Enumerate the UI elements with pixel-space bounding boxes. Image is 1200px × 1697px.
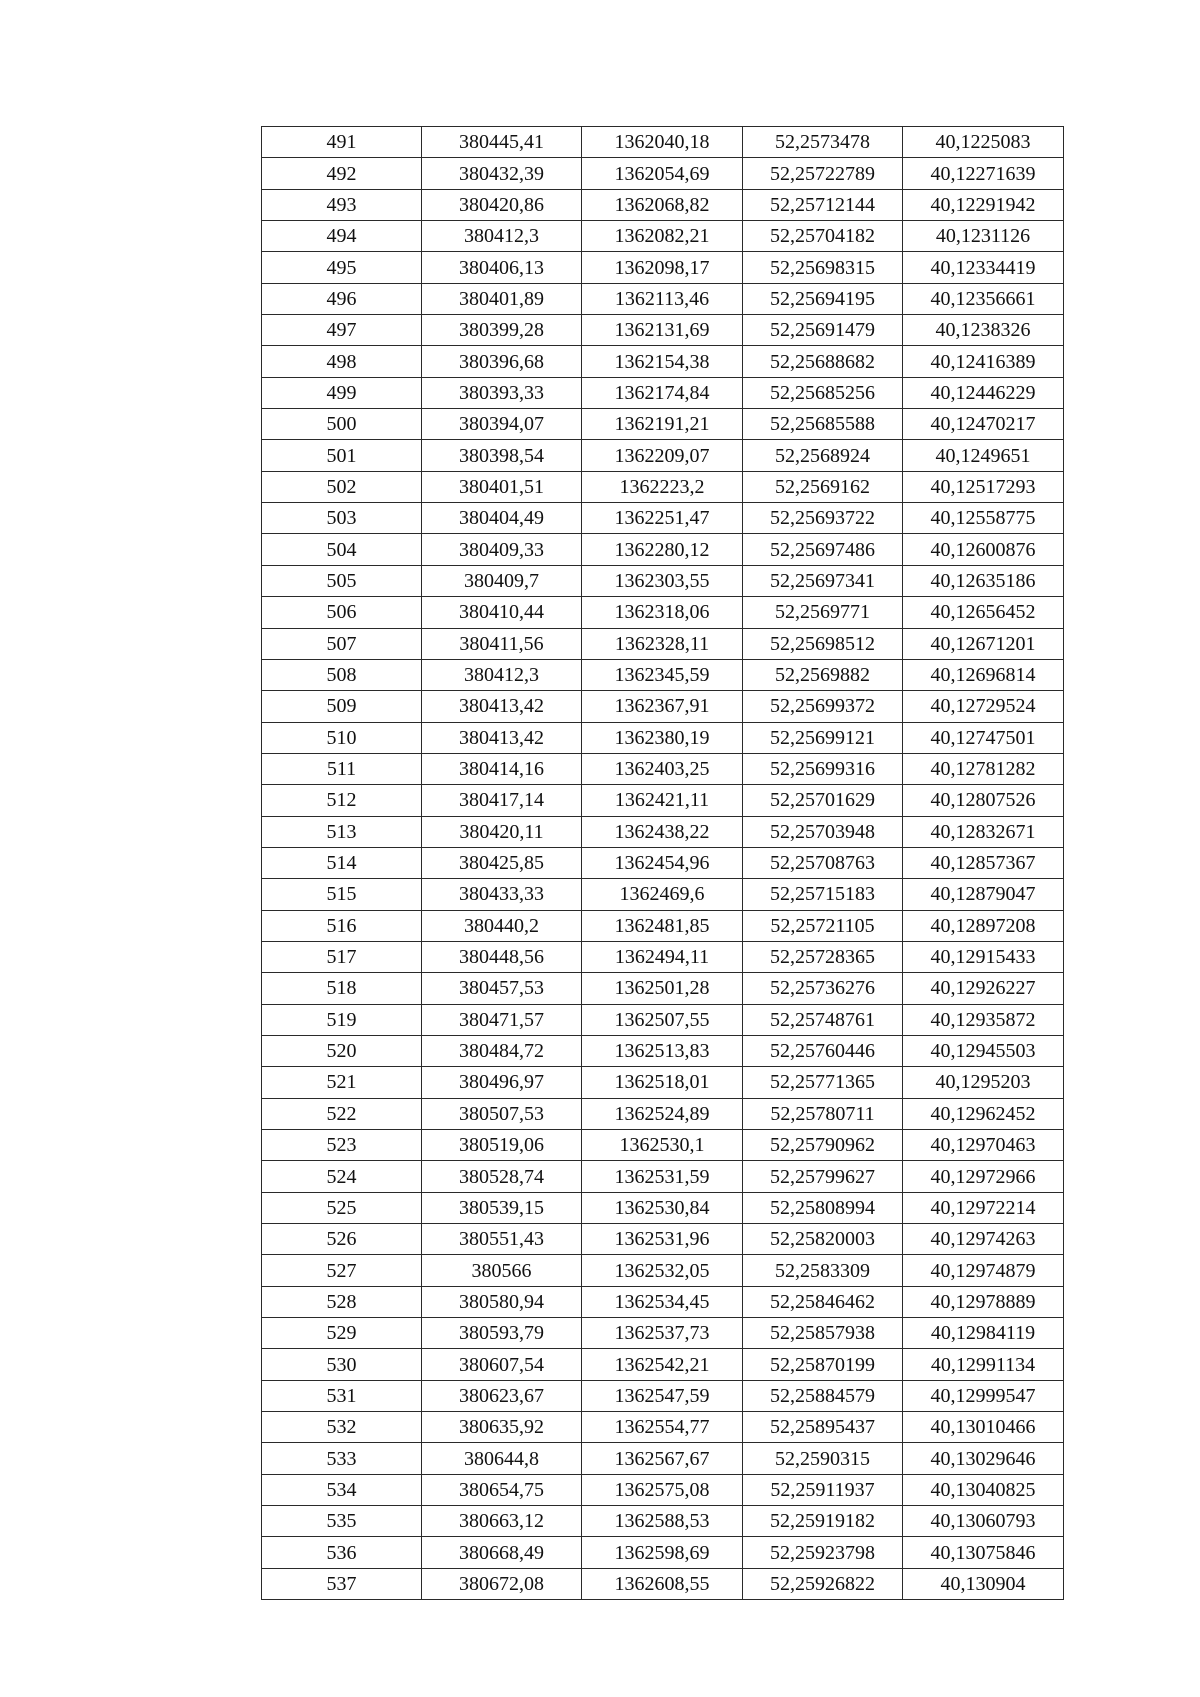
x-coordinate-cell: 380404,49 xyxy=(422,503,582,534)
x-coordinate-cell: 380401,89 xyxy=(422,283,582,314)
y-coordinate-cell: 1362345,59 xyxy=(582,659,743,690)
y-coordinate-cell: 1362507,55 xyxy=(582,1004,743,1035)
y-coordinate-cell: 1362532,05 xyxy=(582,1255,743,1286)
point-number-cell: 492 xyxy=(262,158,422,189)
table-row xyxy=(262,471,1064,502)
longitude-cell: 40,12915433 xyxy=(903,941,1064,972)
table-row xyxy=(262,816,1064,847)
latitude-cell: 52,25698315 xyxy=(743,252,903,283)
table-row xyxy=(262,785,1064,816)
latitude-cell: 52,25760446 xyxy=(743,1035,903,1066)
x-coordinate-cell: 380399,28 xyxy=(422,315,582,346)
y-coordinate-cell: 1362131,69 xyxy=(582,315,743,346)
latitude-cell: 52,2590315 xyxy=(743,1443,903,1474)
point-number-cell: 528 xyxy=(262,1286,422,1317)
latitude-cell: 52,25799627 xyxy=(743,1161,903,1192)
point-number-cell: 532 xyxy=(262,1412,422,1443)
table-row xyxy=(262,221,1064,252)
longitude-cell: 40,12897208 xyxy=(903,910,1064,941)
longitude-cell: 40,12962452 xyxy=(903,1098,1064,1129)
longitude-cell: 40,130904 xyxy=(903,1568,1064,1599)
point-number-cell: 516 xyxy=(262,910,422,941)
point-number-cell: 495 xyxy=(262,252,422,283)
x-coordinate-cell: 380566 xyxy=(422,1255,582,1286)
y-coordinate-cell: 1362547,59 xyxy=(582,1380,743,1411)
x-coordinate-cell: 380654,75 xyxy=(422,1474,582,1505)
longitude-cell: 40,1238326 xyxy=(903,315,1064,346)
y-coordinate-cell: 1362518,01 xyxy=(582,1067,743,1098)
point-number-cell: 512 xyxy=(262,785,422,816)
point-number-cell: 533 xyxy=(262,1443,422,1474)
x-coordinate-cell: 380623,67 xyxy=(422,1380,582,1411)
longitude-cell: 40,12978889 xyxy=(903,1286,1064,1317)
x-coordinate-cell: 380398,54 xyxy=(422,440,582,471)
x-coordinate-cell: 380409,33 xyxy=(422,534,582,565)
x-coordinate-cell: 380420,11 xyxy=(422,816,582,847)
latitude-cell: 52,25701629 xyxy=(743,785,903,816)
longitude-cell: 40,12747501 xyxy=(903,722,1064,753)
x-coordinate-cell: 380607,54 xyxy=(422,1349,582,1380)
point-number-cell: 491 xyxy=(262,127,422,158)
longitude-cell: 40,12671201 xyxy=(903,628,1064,659)
table-row xyxy=(262,753,1064,784)
longitude-cell: 40,12972214 xyxy=(903,1192,1064,1223)
x-coordinate-cell: 380528,74 xyxy=(422,1161,582,1192)
table-row xyxy=(262,1067,1064,1098)
x-coordinate-cell: 380507,53 xyxy=(422,1098,582,1129)
longitude-cell: 40,12945503 xyxy=(903,1035,1064,1066)
point-number-cell: 536 xyxy=(262,1537,422,1568)
point-number-cell: 508 xyxy=(262,659,422,690)
table-row xyxy=(262,910,1064,941)
longitude-cell: 40,12926227 xyxy=(903,973,1064,1004)
x-coordinate-cell: 380412,3 xyxy=(422,659,582,690)
table-row xyxy=(262,1537,1064,1568)
x-coordinate-cell: 380580,94 xyxy=(422,1286,582,1317)
table-row xyxy=(262,1035,1064,1066)
y-coordinate-cell: 1362481,85 xyxy=(582,910,743,941)
longitude-cell: 40,12935872 xyxy=(903,1004,1064,1035)
y-coordinate-cell: 1362524,89 xyxy=(582,1098,743,1129)
table-row xyxy=(262,1004,1064,1035)
y-coordinate-cell: 1362534,45 xyxy=(582,1286,743,1317)
table-row xyxy=(262,1412,1064,1443)
table-row xyxy=(262,377,1064,408)
x-coordinate-cell: 380414,16 xyxy=(422,753,582,784)
x-coordinate-cell: 380471,57 xyxy=(422,1004,582,1035)
longitude-cell: 40,13040825 xyxy=(903,1474,1064,1505)
longitude-cell: 40,12334419 xyxy=(903,252,1064,283)
y-coordinate-cell: 1362209,07 xyxy=(582,440,743,471)
y-coordinate-cell: 1362542,21 xyxy=(582,1349,743,1380)
x-coordinate-cell: 380413,42 xyxy=(422,722,582,753)
table-row xyxy=(262,1098,1064,1129)
latitude-cell: 52,25857938 xyxy=(743,1318,903,1349)
table-row xyxy=(262,127,1064,158)
latitude-cell: 52,25697341 xyxy=(743,565,903,596)
y-coordinate-cell: 1362598,69 xyxy=(582,1537,743,1568)
latitude-cell: 52,25808994 xyxy=(743,1192,903,1223)
longitude-cell: 40,12696814 xyxy=(903,659,1064,690)
table-row xyxy=(262,1443,1064,1474)
table-row xyxy=(262,189,1064,220)
point-number-cell: 510 xyxy=(262,722,422,753)
point-number-cell: 524 xyxy=(262,1161,422,1192)
point-number-cell: 494 xyxy=(262,221,422,252)
point-number-cell: 504 xyxy=(262,534,422,565)
latitude-cell: 52,25699316 xyxy=(743,753,903,784)
table-row xyxy=(262,941,1064,972)
longitude-cell: 40,12416389 xyxy=(903,346,1064,377)
y-coordinate-cell: 1362154,38 xyxy=(582,346,743,377)
point-number-cell: 498 xyxy=(262,346,422,377)
point-number-cell: 506 xyxy=(262,597,422,628)
x-coordinate-cell: 380394,07 xyxy=(422,409,582,440)
table-row xyxy=(262,346,1064,377)
y-coordinate-cell: 1362531,96 xyxy=(582,1224,743,1255)
longitude-cell: 40,12974263 xyxy=(903,1224,1064,1255)
latitude-cell: 52,25685588 xyxy=(743,409,903,440)
x-coordinate-cell: 380668,49 xyxy=(422,1537,582,1568)
point-number-cell: 513 xyxy=(262,816,422,847)
x-coordinate-cell: 380440,2 xyxy=(422,910,582,941)
longitude-cell: 40,12356661 xyxy=(903,283,1064,314)
x-coordinate-cell: 380519,06 xyxy=(422,1130,582,1161)
longitude-cell: 40,12879047 xyxy=(903,879,1064,910)
point-number-cell: 500 xyxy=(262,409,422,440)
y-coordinate-cell: 1362191,21 xyxy=(582,409,743,440)
latitude-cell: 52,25699372 xyxy=(743,691,903,722)
y-coordinate-cell: 1362575,08 xyxy=(582,1474,743,1505)
point-number-cell: 531 xyxy=(262,1380,422,1411)
x-coordinate-cell: 380417,14 xyxy=(422,785,582,816)
latitude-cell: 52,25728365 xyxy=(743,941,903,972)
table-row xyxy=(262,973,1064,1004)
x-coordinate-cell: 380663,12 xyxy=(422,1506,582,1537)
longitude-cell: 40,1231126 xyxy=(903,221,1064,252)
latitude-cell: 52,25911937 xyxy=(743,1474,903,1505)
table-row xyxy=(262,1380,1064,1411)
latitude-cell: 52,2569162 xyxy=(743,471,903,502)
point-number-cell: 526 xyxy=(262,1224,422,1255)
x-coordinate-cell: 380412,3 xyxy=(422,221,582,252)
point-number-cell: 518 xyxy=(262,973,422,1004)
point-number-cell: 497 xyxy=(262,315,422,346)
y-coordinate-cell: 1362082,21 xyxy=(582,221,743,252)
y-coordinate-cell: 1362530,84 xyxy=(582,1192,743,1223)
latitude-cell: 52,25697486 xyxy=(743,534,903,565)
point-number-cell: 525 xyxy=(262,1192,422,1223)
point-number-cell: 514 xyxy=(262,847,422,878)
latitude-cell: 52,2583309 xyxy=(743,1255,903,1286)
y-coordinate-cell: 1362367,91 xyxy=(582,691,743,722)
table-row xyxy=(262,1224,1064,1255)
longitude-cell: 40,12291942 xyxy=(903,189,1064,220)
latitude-cell: 52,2569771 xyxy=(743,597,903,628)
y-coordinate-cell: 1362380,19 xyxy=(582,722,743,753)
latitude-cell: 52,25895437 xyxy=(743,1412,903,1443)
x-coordinate-cell: 380413,42 xyxy=(422,691,582,722)
longitude-cell: 40,12517293 xyxy=(903,471,1064,502)
table-row xyxy=(262,879,1064,910)
latitude-cell: 52,2569882 xyxy=(743,659,903,690)
y-coordinate-cell: 1362223,2 xyxy=(582,471,743,502)
y-coordinate-cell: 1362318,06 xyxy=(582,597,743,628)
coordinates-table-body xyxy=(262,127,1064,1600)
y-coordinate-cell: 1362513,83 xyxy=(582,1035,743,1066)
longitude-cell: 40,12470217 xyxy=(903,409,1064,440)
table-row xyxy=(262,722,1064,753)
x-coordinate-cell: 380484,72 xyxy=(422,1035,582,1066)
x-coordinate-cell: 380406,13 xyxy=(422,252,582,283)
longitude-cell: 40,12558775 xyxy=(903,503,1064,534)
latitude-cell: 52,25698512 xyxy=(743,628,903,659)
point-number-cell: 507 xyxy=(262,628,422,659)
table-row xyxy=(262,1349,1064,1380)
table-row xyxy=(262,628,1064,659)
y-coordinate-cell: 1362040,18 xyxy=(582,127,743,158)
latitude-cell: 52,25693722 xyxy=(743,503,903,534)
point-number-cell: 509 xyxy=(262,691,422,722)
y-coordinate-cell: 1362469,6 xyxy=(582,879,743,910)
longitude-cell: 40,12446229 xyxy=(903,377,1064,408)
longitude-cell: 40,13029646 xyxy=(903,1443,1064,1474)
longitude-cell: 40,12600876 xyxy=(903,534,1064,565)
table-row xyxy=(262,1192,1064,1223)
y-coordinate-cell: 1362403,25 xyxy=(582,753,743,784)
point-number-cell: 505 xyxy=(262,565,422,596)
x-coordinate-cell: 380448,56 xyxy=(422,941,582,972)
table-row xyxy=(262,1506,1064,1537)
point-number-cell: 535 xyxy=(262,1506,422,1537)
y-coordinate-cell: 1362421,11 xyxy=(582,785,743,816)
point-number-cell: 534 xyxy=(262,1474,422,1505)
latitude-cell: 52,25820003 xyxy=(743,1224,903,1255)
longitude-cell: 40,12729524 xyxy=(903,691,1064,722)
table-row xyxy=(262,315,1064,346)
latitude-cell: 52,25704182 xyxy=(743,221,903,252)
x-coordinate-cell: 380644,8 xyxy=(422,1443,582,1474)
x-coordinate-cell: 380432,39 xyxy=(422,158,582,189)
table-row xyxy=(262,1130,1064,1161)
point-number-cell: 517 xyxy=(262,941,422,972)
x-coordinate-cell: 380496,97 xyxy=(422,1067,582,1098)
point-number-cell: 503 xyxy=(262,503,422,534)
table-row xyxy=(262,503,1064,534)
x-coordinate-cell: 380433,33 xyxy=(422,879,582,910)
latitude-cell: 52,25919182 xyxy=(743,1506,903,1537)
y-coordinate-cell: 1362608,55 xyxy=(582,1568,743,1599)
table-row xyxy=(262,1318,1064,1349)
table-row xyxy=(262,1286,1064,1317)
coordinates-table xyxy=(261,126,1064,1600)
latitude-cell: 52,25715183 xyxy=(743,879,903,910)
table-row xyxy=(262,691,1064,722)
table-row xyxy=(262,534,1064,565)
latitude-cell: 52,25926822 xyxy=(743,1568,903,1599)
x-coordinate-cell: 380393,33 xyxy=(422,377,582,408)
y-coordinate-cell: 1362494,11 xyxy=(582,941,743,972)
longitude-cell: 40,12832671 xyxy=(903,816,1064,847)
table-row xyxy=(262,440,1064,471)
x-coordinate-cell: 380551,43 xyxy=(422,1224,582,1255)
x-coordinate-cell: 380445,41 xyxy=(422,127,582,158)
table-row xyxy=(262,252,1064,283)
longitude-cell: 40,13060793 xyxy=(903,1506,1064,1537)
y-coordinate-cell: 1362537,73 xyxy=(582,1318,743,1349)
latitude-cell: 52,2568924 xyxy=(743,440,903,471)
latitude-cell: 52,25688682 xyxy=(743,346,903,377)
y-coordinate-cell: 1362328,11 xyxy=(582,628,743,659)
x-coordinate-cell: 380539,15 xyxy=(422,1192,582,1223)
longitude-cell: 40,13010466 xyxy=(903,1412,1064,1443)
latitude-cell: 52,25685256 xyxy=(743,377,903,408)
latitude-cell: 52,25884579 xyxy=(743,1380,903,1411)
table-row xyxy=(262,283,1064,314)
x-coordinate-cell: 380593,79 xyxy=(422,1318,582,1349)
y-coordinate-cell: 1362501,28 xyxy=(582,973,743,1004)
y-coordinate-cell: 1362531,59 xyxy=(582,1161,743,1192)
latitude-cell: 52,25780711 xyxy=(743,1098,903,1129)
latitude-cell: 52,25721105 xyxy=(743,910,903,941)
longitude-cell: 40,12857367 xyxy=(903,847,1064,878)
table-row xyxy=(262,847,1064,878)
point-number-cell: 515 xyxy=(262,879,422,910)
table-row xyxy=(262,659,1064,690)
table-row xyxy=(262,409,1064,440)
point-number-cell: 502 xyxy=(262,471,422,502)
x-coordinate-cell: 380396,68 xyxy=(422,346,582,377)
x-coordinate-cell: 380635,92 xyxy=(422,1412,582,1443)
y-coordinate-cell: 1362098,17 xyxy=(582,252,743,283)
y-coordinate-cell: 1362454,96 xyxy=(582,847,743,878)
latitude-cell: 52,25703948 xyxy=(743,816,903,847)
latitude-cell: 52,25694195 xyxy=(743,283,903,314)
y-coordinate-cell: 1362174,84 xyxy=(582,377,743,408)
point-number-cell: 520 xyxy=(262,1035,422,1066)
point-number-cell: 511 xyxy=(262,753,422,784)
latitude-cell: 52,25736276 xyxy=(743,973,903,1004)
point-number-cell: 493 xyxy=(262,189,422,220)
table-row xyxy=(262,565,1064,596)
x-coordinate-cell: 380409,7 xyxy=(422,565,582,596)
latitude-cell: 52,2573478 xyxy=(743,127,903,158)
longitude-cell: 40,12781282 xyxy=(903,753,1064,784)
x-coordinate-cell: 380420,86 xyxy=(422,189,582,220)
table-row xyxy=(262,1255,1064,1286)
table-row xyxy=(262,158,1064,189)
longitude-cell: 40,12970463 xyxy=(903,1130,1064,1161)
point-number-cell: 530 xyxy=(262,1349,422,1380)
latitude-cell: 52,25748761 xyxy=(743,1004,903,1035)
y-coordinate-cell: 1362068,82 xyxy=(582,189,743,220)
latitude-cell: 52,25846462 xyxy=(743,1286,903,1317)
x-coordinate-cell: 380401,51 xyxy=(422,471,582,502)
longitude-cell: 40,13075846 xyxy=(903,1537,1064,1568)
table-row xyxy=(262,1161,1064,1192)
latitude-cell: 52,25691479 xyxy=(743,315,903,346)
x-coordinate-cell: 380410,44 xyxy=(422,597,582,628)
point-number-cell: 537 xyxy=(262,1568,422,1599)
latitude-cell: 52,25712144 xyxy=(743,189,903,220)
latitude-cell: 52,25699121 xyxy=(743,722,903,753)
point-number-cell: 499 xyxy=(262,377,422,408)
y-coordinate-cell: 1362588,53 xyxy=(582,1506,743,1537)
latitude-cell: 52,25722789 xyxy=(743,158,903,189)
longitude-cell: 40,12656452 xyxy=(903,597,1064,628)
latitude-cell: 52,25870199 xyxy=(743,1349,903,1380)
longitude-cell: 40,12984119 xyxy=(903,1318,1064,1349)
longitude-cell: 40,12972966 xyxy=(903,1161,1064,1192)
latitude-cell: 52,25708763 xyxy=(743,847,903,878)
latitude-cell: 52,25790962 xyxy=(743,1130,903,1161)
y-coordinate-cell: 1362438,22 xyxy=(582,816,743,847)
y-coordinate-cell: 1362054,69 xyxy=(582,158,743,189)
point-number-cell: 522 xyxy=(262,1098,422,1129)
y-coordinate-cell: 1362113,46 xyxy=(582,283,743,314)
longitude-cell: 40,1225083 xyxy=(903,127,1064,158)
y-coordinate-cell: 1362567,67 xyxy=(582,1443,743,1474)
x-coordinate-cell: 380425,85 xyxy=(422,847,582,878)
y-coordinate-cell: 1362280,12 xyxy=(582,534,743,565)
point-number-cell: 521 xyxy=(262,1067,422,1098)
longitude-cell: 40,1249651 xyxy=(903,440,1064,471)
point-number-cell: 527 xyxy=(262,1255,422,1286)
longitude-cell: 40,12807526 xyxy=(903,785,1064,816)
table-row xyxy=(262,597,1064,628)
latitude-cell: 52,25771365 xyxy=(743,1067,903,1098)
longitude-cell: 40,12999547 xyxy=(903,1380,1064,1411)
point-number-cell: 519 xyxy=(262,1004,422,1035)
table-row xyxy=(262,1474,1064,1505)
y-coordinate-cell: 1362251,47 xyxy=(582,503,743,534)
point-number-cell: 496 xyxy=(262,283,422,314)
table-row xyxy=(262,1568,1064,1599)
latitude-cell: 52,25923798 xyxy=(743,1537,903,1568)
y-coordinate-cell: 1362303,55 xyxy=(582,565,743,596)
point-number-cell: 523 xyxy=(262,1130,422,1161)
point-number-cell: 501 xyxy=(262,440,422,471)
longitude-cell: 40,12271639 xyxy=(903,158,1064,189)
longitude-cell: 40,1295203 xyxy=(903,1067,1064,1098)
x-coordinate-cell: 380457,53 xyxy=(422,973,582,1004)
longitude-cell: 40,12991134 xyxy=(903,1349,1064,1380)
longitude-cell: 40,12974879 xyxy=(903,1255,1064,1286)
point-number-cell: 529 xyxy=(262,1318,422,1349)
y-coordinate-cell: 1362554,77 xyxy=(582,1412,743,1443)
longitude-cell: 40,12635186 xyxy=(903,565,1064,596)
y-coordinate-cell: 1362530,1 xyxy=(582,1130,743,1161)
x-coordinate-cell: 380411,56 xyxy=(422,628,582,659)
x-coordinate-cell: 380672,08 xyxy=(422,1568,582,1599)
